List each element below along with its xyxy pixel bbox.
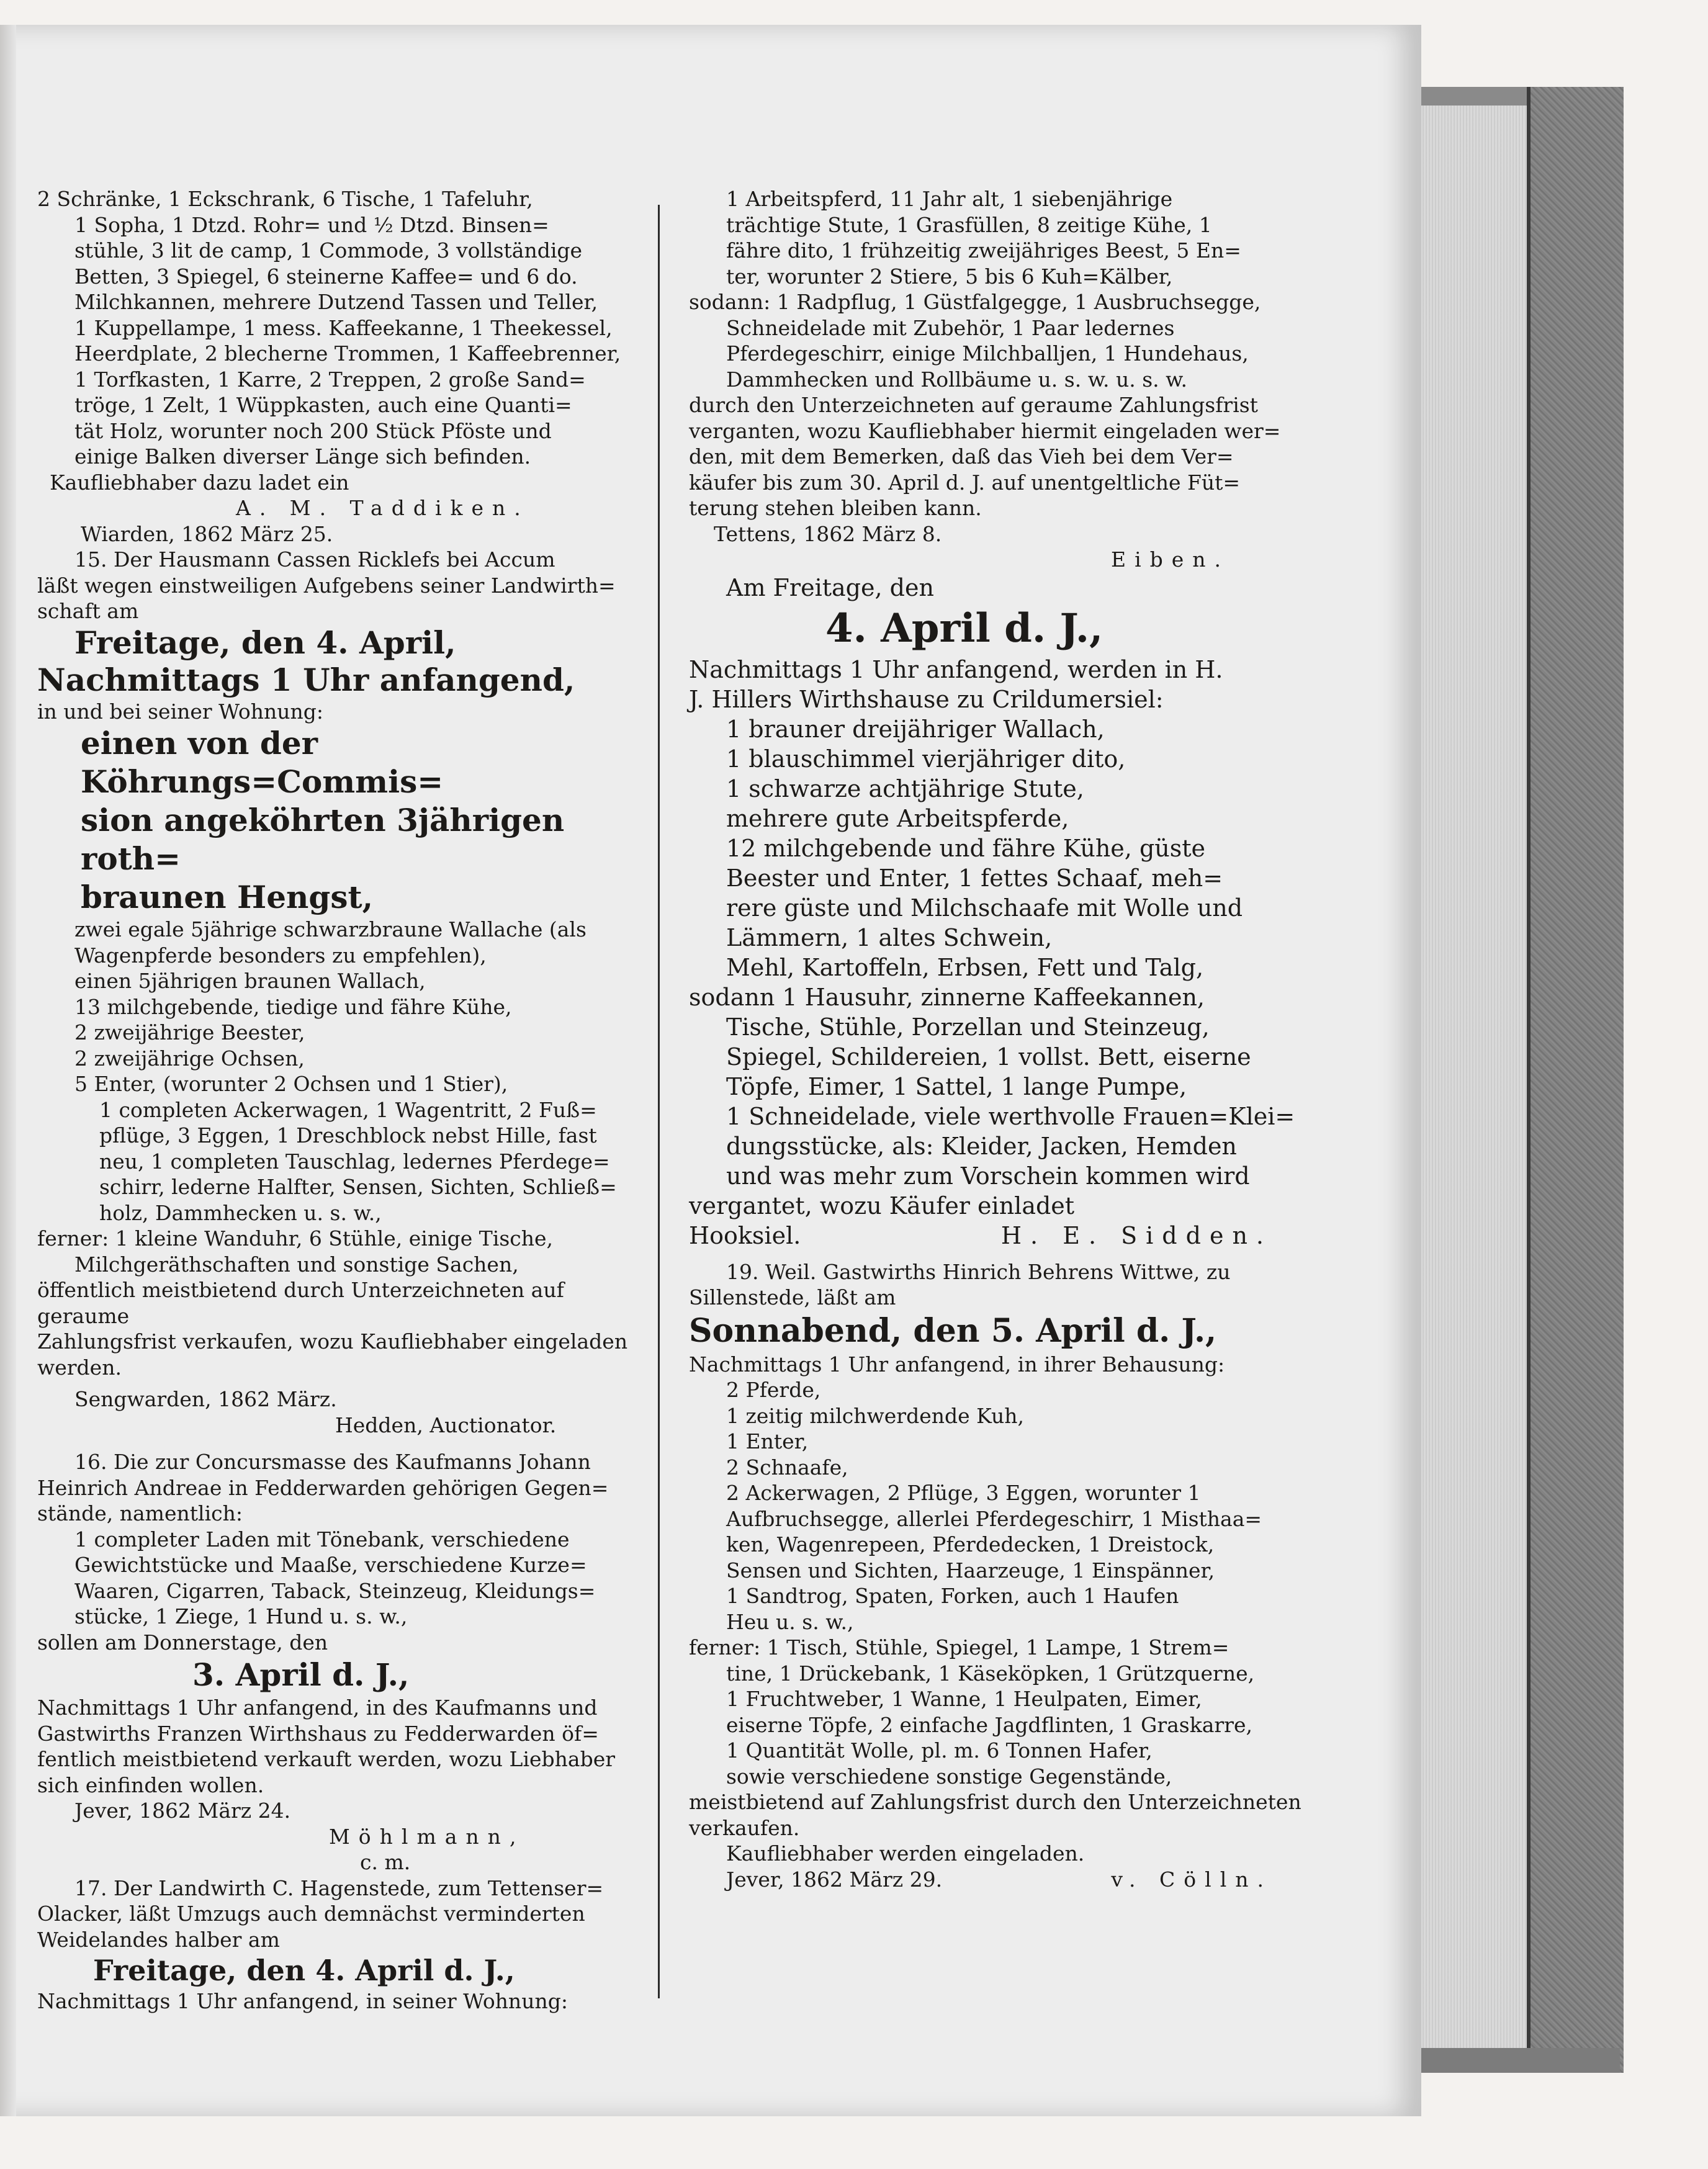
place-date: Wiarden, 1862 März 25. — [81, 521, 333, 546]
ad-14-items — [37, 186, 633, 470]
text-line: 1 brauner dreijähriger Wallach, — [726, 715, 1105, 743]
text-line: 1 Kuppellampe, 1 mess. Kaffeekanne, 1 Theekessel, — [74, 315, 613, 340]
text-line: 1 completer Laden mit Tönebank, verschiedene — [74, 1527, 570, 1552]
text-line: öffentlich meistbietend durch Unterzeichneten auf geraume — [37, 1278, 571, 1328]
text-line: käufer bis zum 30. April d. J. auf unentgeltliche Füt= — [689, 470, 1241, 495]
text-line: Nachmittags 1 Uhr anfangend, werden in H. — [689, 655, 1223, 683]
text-line: Olacker, läßt Umzugs auch demnächst verminderten — [37, 1902, 585, 1926]
highlight-line: sion angeköhrten 3jährigen roth= — [81, 802, 575, 877]
sale-date-heading: 3. April d. J., — [192, 1656, 410, 1693]
text-line: einige Balken diverser Länge sich befinden. — [74, 444, 531, 469]
signature: H. E. Sidden. — [1000, 1221, 1272, 1249]
text-line: sowie verschiedene sonstige Gegenstände, — [726, 1764, 1172, 1789]
text-line: Nachmittags 1 Uhr anfangend, in ihrer Behausung: — [689, 1352, 1225, 1376]
ad-19 — [689, 1259, 1310, 1893]
ad-15 — [37, 547, 633, 1438]
text-line: verkaufen. — [689, 1815, 800, 1840]
text-line: tine, 1 Drückebank, 1 Käseköpken, 1 Grützquerne, — [726, 1661, 1255, 1686]
signature: Eiben. — [1111, 547, 1230, 572]
column-divider — [658, 205, 660, 1998]
text-line: dungsstücke, als: Kleider, Jacken, Hemden — [726, 1132, 1237, 1160]
text-line: fentlich meistbietend verkauft werden, wozu Liebhaber — [37, 1747, 616, 1771]
page-stack — [1421, 106, 1527, 2060]
book-cover — [1527, 87, 1624, 2073]
text-line: Tische, Stühle, Porzellan und Steinzeug, — [726, 1013, 1210, 1041]
ad-19-footer — [689, 1867, 1310, 1893]
text-line: Sensen und Sichten, Haarzeuge, 1 Einspänner, — [726, 1558, 1215, 1583]
text-line: Heerdplate, 2 blecherne Trommen, 1 Kaffeebrenner, — [74, 341, 621, 366]
text-line: 2 zweijährige Ochsen, — [74, 1046, 305, 1071]
closing-line: Kaufliebhaber werden eingeladen. — [726, 1841, 1085, 1866]
text-line: J. Hillers Wirthshause zu Crildumersiel: — [689, 685, 1164, 713]
text-line: terung stehen bleiben kann. — [689, 496, 982, 520]
text-line: 13 milchgebende, tiedige und fähre Kühe, — [74, 994, 512, 1019]
text-line: sodann 1 Hausuhr, zinnerne Kaffeekannen, — [689, 983, 1205, 1011]
text-line: stühle, 3 lit de camp, 1 Commode, 3 vollständige — [74, 238, 583, 263]
text-line: Nachmittags 1 Uhr anfangend, in des Kaufmanns und — [37, 1695, 598, 1720]
text-line: ken, Wagenrepeen, Pferdedecken, 1 Dreistock, — [726, 1532, 1215, 1556]
text-line: zwei egale 5jährige schwarzbraune Wallache (als — [74, 917, 587, 941]
text-line: 12 milchgebende und fähre Kühe, güste — [726, 834, 1206, 862]
text-line: Aufbruchsegge, allerlei Pferdegeschirr, 1 Misthaa= — [726, 1506, 1262, 1531]
text-line: meistbietend auf Zahlungsfrist durch den Unterzeichneten — [689, 1790, 1301, 1814]
left-column — [37, 186, 633, 2014]
ad-18 — [689, 573, 1310, 1251]
text-line: schaft am — [37, 599, 139, 623]
text-line: mehrere gute Arbeitspferde, — [726, 804, 1069, 832]
text-line: 15. Der Hausmann Cassen Ricklefs bei Accum — [74, 547, 555, 572]
text-line: 2 Schnaafe, — [726, 1455, 848, 1480]
text-line: 1 Schneidelade, viele werthvolle Frauen=Klei= — [726, 1102, 1295, 1130]
text-line: Nachmittags 1 Uhr anfangend, in seiner Wohnung: — [37, 1989, 568, 2013]
text-line: Lämmern, 1 altes Schwein, — [726, 923, 1053, 951]
text-line: 1 blauschimmel vierjähriger dito, — [726, 745, 1126, 773]
text-line: Mehl, Kartoffeln, Erbsen, Fett und Talg, — [726, 953, 1204, 981]
text-line: Waaren, Cigarren, Taback, Steinzeug, Kleidungs= — [74, 1578, 596, 1603]
text-line: und was mehr zum Vorschein kommen wird — [726, 1162, 1250, 1190]
text-line: neu, 1 completen Tauschlag, ledernes Pferdege= — [99, 1149, 610, 1174]
text-line: ter, worunter 2 Stiere, 5 bis 6 Kuh=Kälber, — [726, 264, 1173, 289]
text-line: Am Freitage, den — [726, 573, 934, 601]
text-line: 1 schwarze achtjährige Stute, — [726, 775, 1084, 802]
text-line: durch den Unterzeichneten auf geraume Zahlungsfrist — [689, 393, 1258, 417]
text-line: den, mit dem Bemerken, daß das Vieh bei dem Ver= — [689, 444, 1234, 469]
text-line: Pferdegeschirr, einige Milchballjen, 1 Hundehaus, — [726, 341, 1249, 366]
text-line: 1 Enter, — [726, 1429, 809, 1453]
text-line: 2 Ackerwagen, 2 Pflüge, 3 Eggen, worunter 1 — [726, 1481, 1201, 1505]
text-line: einen 5jährigen braunen Wallach, — [74, 969, 426, 993]
sale-time-heading: Nachmittags 1 Uhr anfangend, — [37, 661, 575, 698]
text-line: stücke, 1 Ziege, 1 Hund u. s. w., — [74, 1604, 408, 1628]
text-line: Beester und Enter, 1 fettes Schaaf, meh= — [726, 864, 1223, 892]
facing-page-edge — [0, 25, 16, 2116]
text-line: Heinrich Andreae in Fedderwarden gehörigen Gegen= — [37, 1475, 609, 1500]
text-line: 2 Pferde, — [726, 1378, 821, 1402]
text-line: Zahlungsfrist verkaufen, wozu Kaufliebhaber eingeladen — [37, 1329, 628, 1354]
highlight-line: braunen Hengst, — [81, 879, 373, 915]
signature-sub: c. m. — [360, 1850, 411, 1874]
text-line: Gewichtstücke und Maaße, verschiedene Kurze= — [74, 1553, 587, 1577]
right-column — [689, 186, 1310, 1892]
text-line: holz, Dammhecken u. s. w., — [99, 1200, 382, 1225]
text-line: 1 zeitig milchwerdende Kuh, — [726, 1403, 1025, 1428]
book-cover-bottom — [1421, 2048, 1620, 2073]
text-line: ferner: 1 kleine Wanduhr, 6 Stühle, einige Tische, — [37, 1226, 554, 1251]
signature: Möhlmann, — [329, 1824, 525, 1849]
text-line: ferner: 1 Tisch, Stühle, Spiegel, 1 Lampe, 1 Strem= — [689, 1635, 1229, 1659]
text-line: Milchgeräthschaften und sonstige Sachen, — [74, 1252, 519, 1277]
place-date: Jever, 1862 März 29. — [726, 1867, 943, 1892]
sale-date-heading: 4. April d. J., — [825, 604, 1103, 652]
sale-date-heading: Sonnabend, den 5. April d. J., — [689, 1311, 1217, 1350]
text-line: schirr, lederne Halfter, Sensen, Sichten, Schließ= — [99, 1175, 617, 1199]
text-line: Gastwirths Franzen Wirthshaus zu Fedderwarden öf= — [37, 1721, 599, 1746]
text-line: 16. Die zur Concursmasse des Kaufmanns Johann — [74, 1450, 591, 1474]
text-line: 5 Enter, (worunter 2 Ochsen und 1 Stier), — [74, 1072, 508, 1096]
text-line: Sillenstede, läßt am — [689, 1285, 896, 1309]
text-line: pflüge, 3 Eggen, 1 Dreschblock nebst Hille, fast — [99, 1123, 597, 1147]
place-date: Sengwarden, 1862 März. — [74, 1387, 337, 1411]
text-line: 1 Fruchtweber, 1 Wanne, 1 Heulpaten, Eimer, — [726, 1687, 1202, 1711]
text-line: Schneidelade mit Zubehör, 1 Paar ledernes — [726, 315, 1175, 340]
ad-14-continued — [37, 186, 633, 547]
text-line: werden. — [37, 1355, 122, 1380]
text-line: 1 completen Ackerwagen, 1 Wagentritt, 2 Fuß= — [99, 1097, 597, 1122]
text-line: sich einfinden wollen. — [37, 1772, 264, 1797]
text-line: sodann: 1 Radpflug, 1 Güstfalgegge, 1 Ausbruchsegge, — [689, 290, 1261, 314]
text-line: fähre dito, 1 frühzeitig zweijähriges Beest, 5 En= — [726, 238, 1241, 263]
text-line: stände, namentlich: — [37, 1501, 243, 1525]
text-line: 19. Weil. Gastwirths Hinrich Behrens Wittwe, zu — [726, 1259, 1231, 1284]
text-line: tröge, 1 Zelt, 1 Wüppkasten, auch eine Quanti= — [74, 393, 572, 417]
place-date: Tettens, 1862 März 8. — [714, 521, 942, 546]
text-line: eiserne Töpfe, 2 einfache Jagdflinten, 1 Graskarre, — [726, 1712, 1252, 1737]
place: Hooksiel. — [689, 1221, 801, 1249]
text-line: Betten, 3 Spiegel, 6 steinerne Kaffee= und 6 do. — [74, 264, 578, 289]
text-line: 1 Sopha, 1 Dtzd. Rohr= und ½ Dtzd. Binsen= — [74, 212, 549, 237]
text-line: Töpfe, Eimer, 1 Sattel, 1 lange Pumpe, — [726, 1072, 1187, 1100]
location-line: in und bei seiner Wohnung: — [37, 699, 323, 724]
text-line: vergantet, wozu Käufer einladet — [689, 1192, 1075, 1219]
text-line: Dammhecken und Rollbäume u. s. w. u. s. w. — [726, 367, 1187, 392]
text-line: 1 Sandtrog, Spaten, Forken, auch 1 Haufen — [726, 1584, 1179, 1608]
text-line: Heu u. s. w., — [726, 1609, 854, 1634]
signature: v. Cölln. — [1111, 1867, 1272, 1892]
text-line: 17. Der Landwirth C. Hagenstede, zum Tettenser= — [74, 1875, 604, 1900]
ad-16 — [37, 1449, 633, 1875]
place-date: Jever, 1862 März 24. — [74, 1799, 291, 1823]
closing-line: Kaufliebhaber dazu ladet ein — [50, 470, 349, 495]
ad-17 — [37, 1875, 633, 2014]
text-line: 2 Schränke, 1 Eckschrank, 6 Tische, 1 Tafeluhr, — [37, 187, 533, 211]
text-line: tät Holz, worunter noch 200 Stück Pföste und — [74, 418, 552, 443]
text-line: 2 zweijährige Beester, — [74, 1020, 305, 1044]
text-line: rere güste und Milchschaafe mit Wolle und — [726, 894, 1243, 922]
text-line: läßt wegen einstweiligen Aufgebens seiner Landwirth= — [37, 573, 616, 598]
text-line: trächtige Stute, 1 Grasfüllen, 8 zeitige Kühe, 1 — [726, 212, 1212, 237]
ad-18-footer — [689, 1221, 1310, 1251]
text-line: Wagenpferde besonders zu empfehlen), — [74, 943, 487, 968]
highlight-line: einen von der Köhrungs=Commis= — [81, 725, 444, 800]
text-line: Weidelandes halber am — [37, 1927, 280, 1952]
text-line: 1 Quantität Wolle, pl. m. 6 Tonnen Hafer, — [726, 1738, 1153, 1763]
signature: A. M. Taddiken. — [236, 496, 529, 520]
signature: Hedden, Auctionator. — [335, 1412, 557, 1437]
text-line: 1 Torfkasten, 1 Karre, 2 Treppen, 2 große Sand= — [74, 367, 586, 392]
sale-date-heading: Freitage, den 4. April, — [74, 624, 456, 661]
text-line: 1 Arbeitspferd, 11 Jahr alt, 1 siebenjährige — [726, 187, 1173, 211]
sale-date-heading: Freitage, den 4. April d. J., — [93, 1954, 515, 1987]
text-line: sollen am Donnerstage, den — [37, 1630, 328, 1655]
text-line: verganten, wozu Kaufliebhaber hiermit eingeladen wer= — [689, 418, 1281, 443]
text-line: Spiegel, Schildereien, 1 vollst. Bett, eiserne — [726, 1043, 1251, 1071]
text-line: Milchkannen, mehrere Dutzend Tassen und Teller, — [74, 290, 598, 314]
ad-17-continued — [689, 186, 1310, 573]
